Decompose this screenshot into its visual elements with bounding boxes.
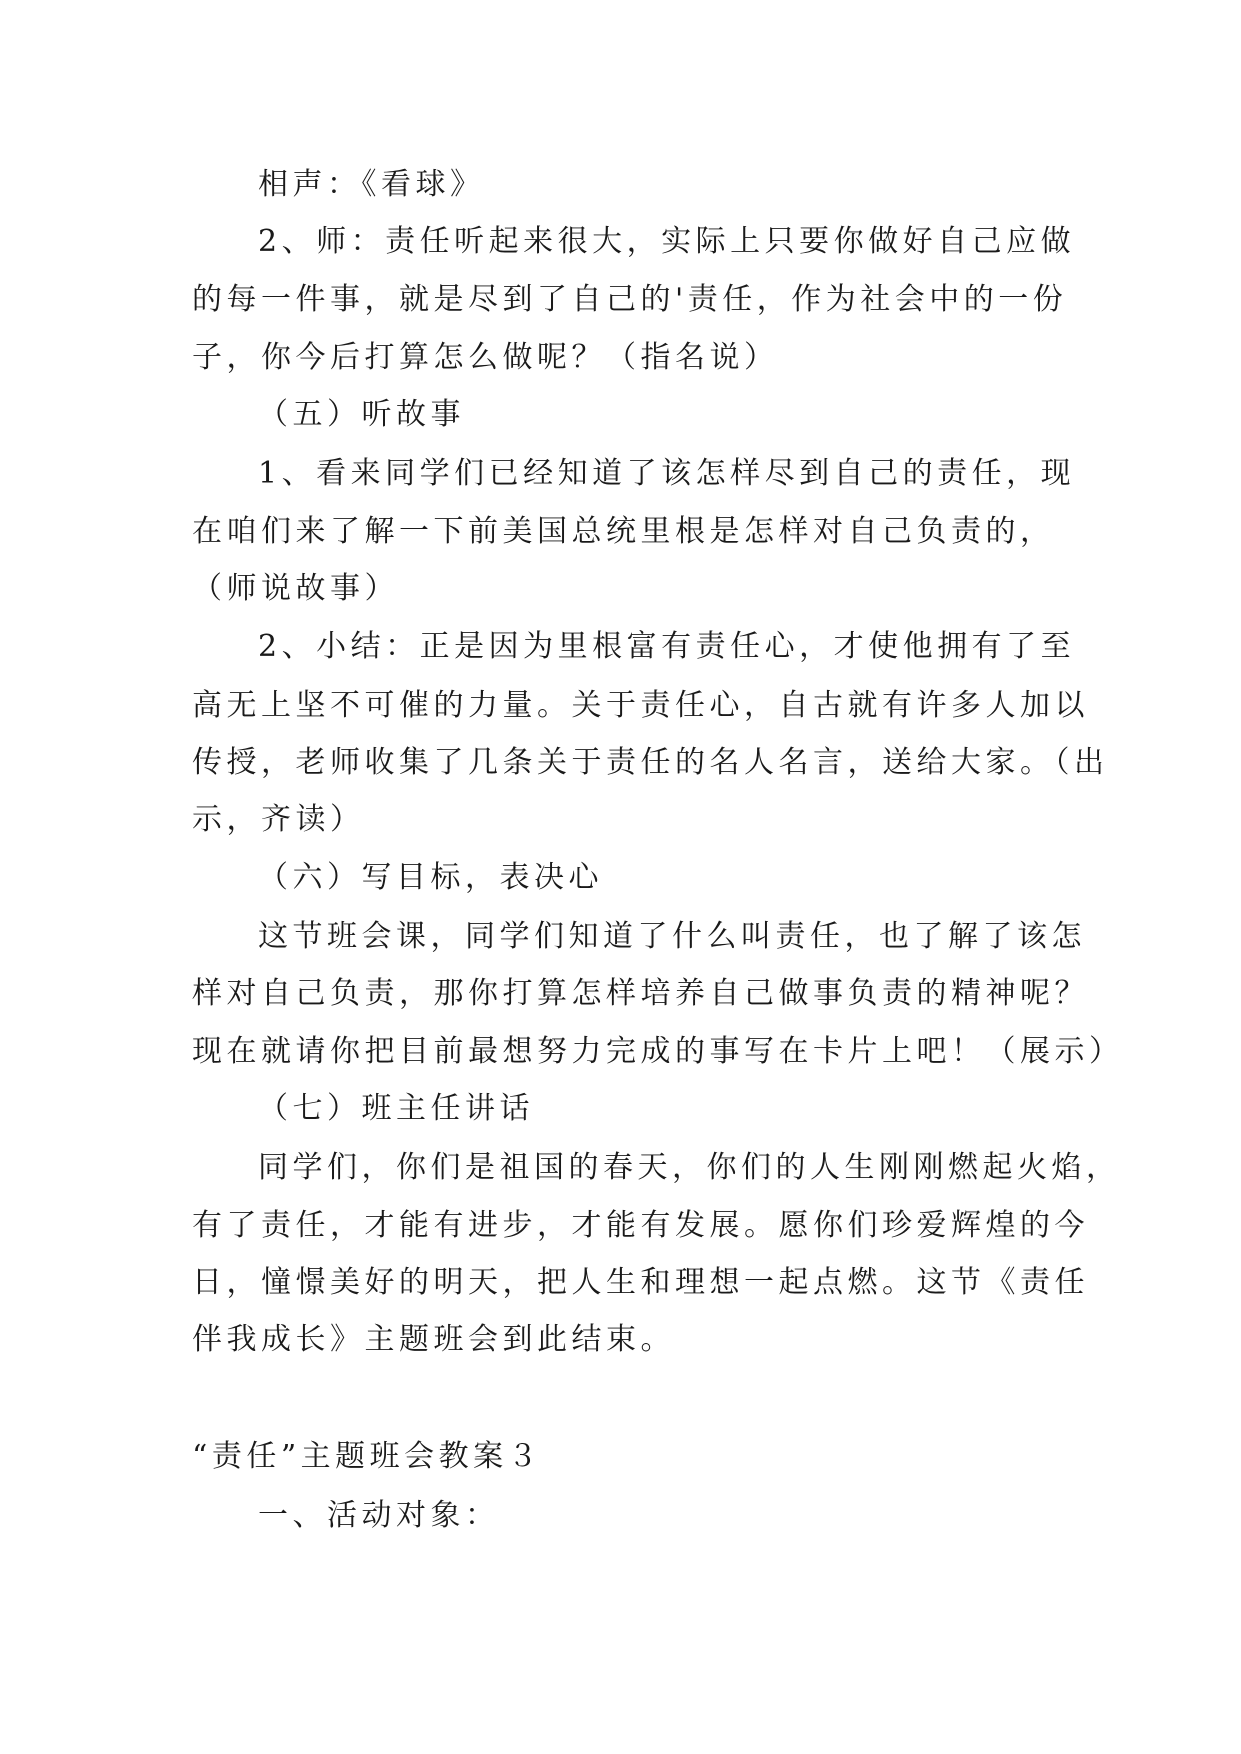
- text-line: 伴我成长》主题班会到此结束。: [192, 1322, 675, 1357]
- text-line: 现在就请你把目前最想努力完成的事写在卡片上吧！（展示）: [192, 1034, 1124, 1069]
- document-title: “责任”主题班会教案３: [192, 1439, 543, 1474]
- text-line: 在咱们来了解一下前美国总统里根是怎样对自己负责的，: [192, 514, 1055, 549]
- text-line: 2、小结：正是因为里根富有责任心，才使他拥有了至: [258, 629, 1076, 664]
- text-line: 子，你今后打算怎么做呢？（指名说）: [192, 340, 779, 375]
- text-line: 日，憧憬美好的明天，把人生和理想一起点燃。这节《责任: [192, 1265, 1089, 1300]
- text-line: 的每一件事，就是尽到了自己的'责任，作为社会中的一份: [192, 282, 1068, 317]
- text-line: （师说故事）: [192, 571, 399, 606]
- section-heading: （六）写目标，表决心: [258, 860, 603, 895]
- section-heading: 一、活动对象：: [258, 1498, 500, 1533]
- text-line: 同学们，你们是祖国的春天，你们的人生刚刚燃起火焰，: [258, 1150, 1121, 1185]
- text-line: 示，齐读）: [192, 802, 365, 837]
- text-line: 这节班会课，同学们知道了什么叫责任，也了解了该怎: [258, 919, 1086, 954]
- section-heading: （五）听故事: [258, 397, 465, 432]
- text-line: 相声：《看球》: [258, 167, 485, 202]
- text-line: 高无上坚不可催的力量。关于责任心，自古就有许多人加以: [192, 688, 1089, 723]
- text-line: 样对自己负责，那你打算怎样培养自己做事负责的精神呢？: [192, 976, 1089, 1011]
- section-heading: （七）班主任讲话: [258, 1091, 534, 1126]
- text-line: 1、看来同学们已经知道了该怎样尽到自己的责任，现: [258, 456, 1076, 491]
- text-line: 传授，老师收集了几条关于责任的名人名言，送给大家。（出: [192, 745, 1109, 780]
- text-line: 2、师：责任听起来很大，实际上只要你做好自己应做: [258, 224, 1076, 259]
- text-line: 有了责任，才能有进步，才能有发展。愿你们珍爱辉煌的今: [192, 1208, 1089, 1243]
